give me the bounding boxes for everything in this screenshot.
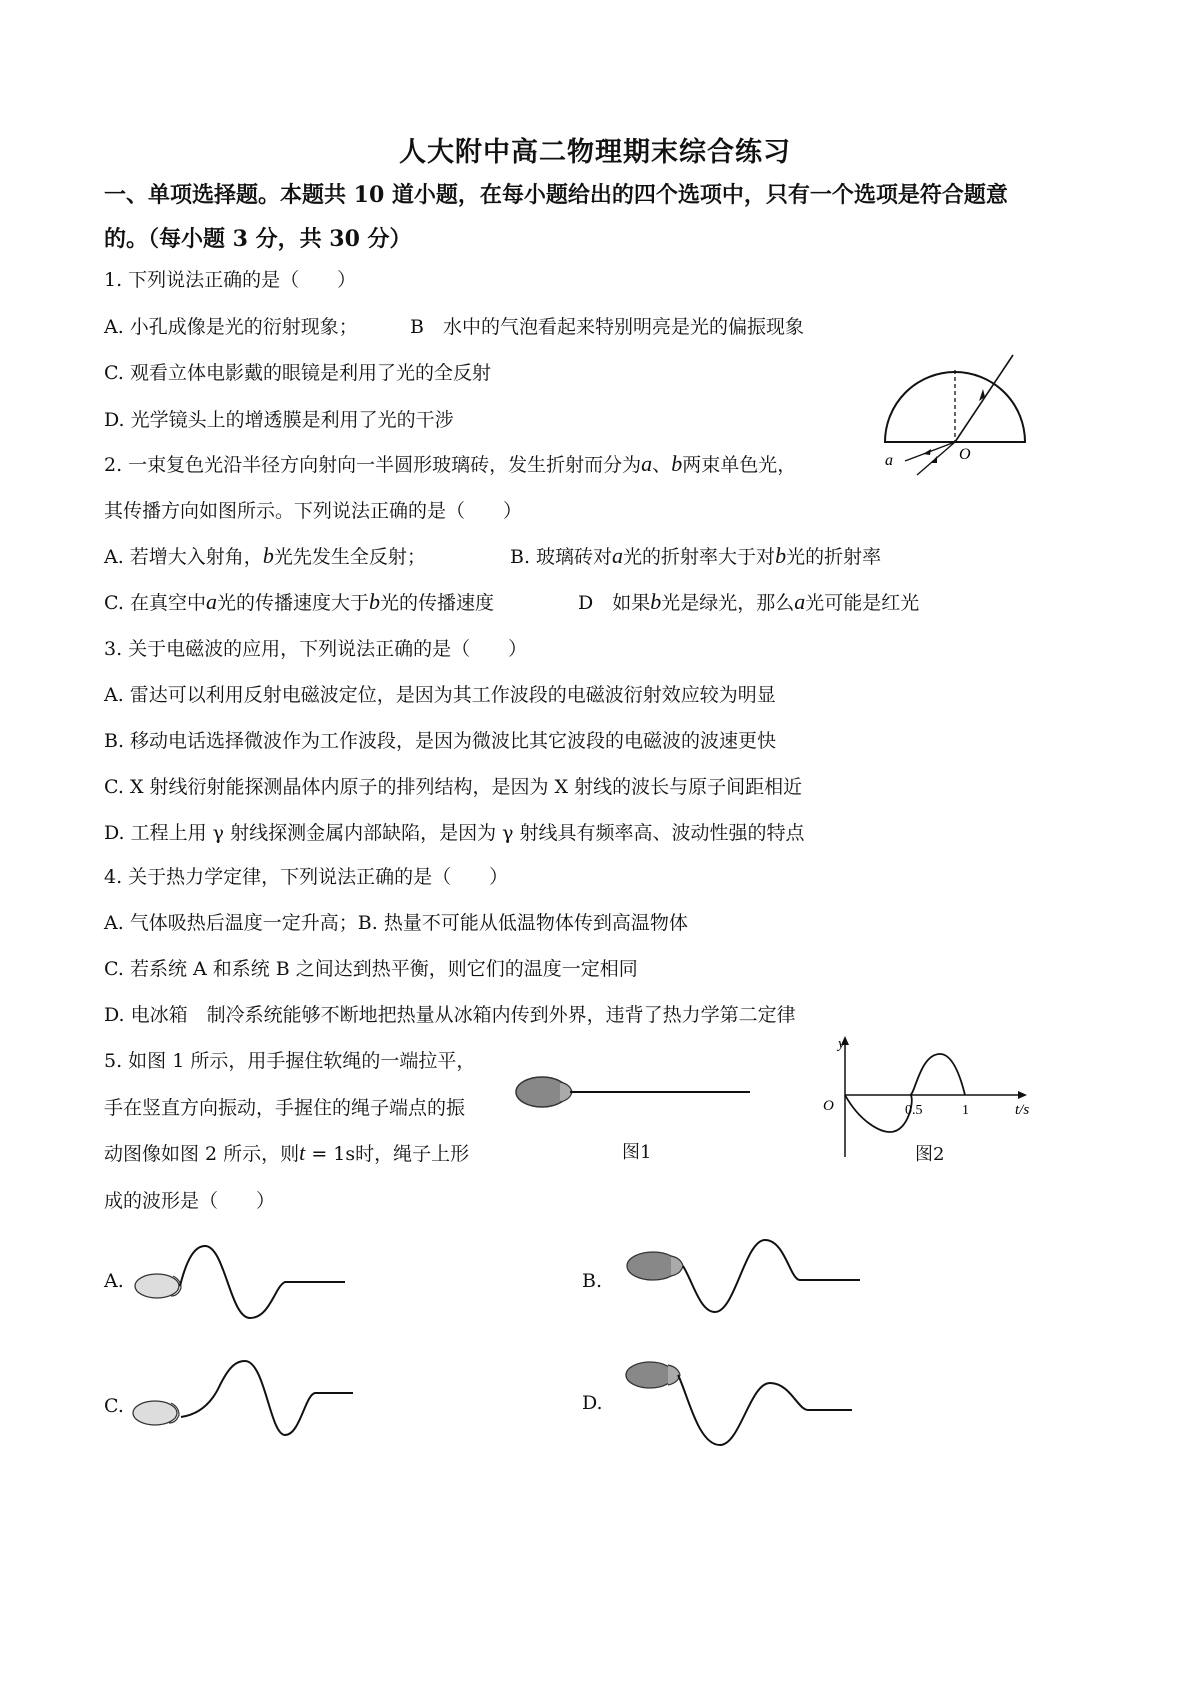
waveform-c <box>181 1361 353 1435</box>
hand-icon <box>626 1362 680 1388</box>
q2b-pre: B. 玻璃砖对 <box>510 546 613 568</box>
hand-icon <box>133 1401 179 1425</box>
var-a: a <box>794 589 806 614</box>
var-b: b <box>262 543 274 568</box>
q2a-post: 光先发生全反射； <box>273 546 426 568</box>
graph-t-label: t/s <box>1015 1102 1030 1118</box>
q2b-mid: 光的折射率大于对 <box>623 546 776 568</box>
q5-stem-line2: 手在竖直方向振动，手握住的绳子端点的振 <box>104 1097 466 1119</box>
page-title: 人大附中高二物理期末综合练习 <box>399 137 791 168</box>
label-o: O <box>959 446 971 463</box>
q2a-pre: A. 若增大入射角， <box>104 546 263 568</box>
graph-y-label: y <box>838 1036 845 1052</box>
incident-ray <box>955 355 1013 442</box>
waveform-a <box>180 1246 345 1318</box>
q2c-mid: 光的传播速度大于 <box>216 592 369 614</box>
ray-a-arrowhead <box>923 449 931 455</box>
figure2-caption: 图2 <box>915 1144 945 1165</box>
q2c-post: 光的传播速度 <box>379 592 494 614</box>
q5-stem-line1: 5. 如图 1 所示，用手握住软绳的一端拉平， <box>104 1050 476 1072</box>
var-a: a <box>641 451 653 476</box>
q1-stem: 1. 下列说法正确的是（ ） <box>104 269 357 291</box>
q5-option-b-label: B. <box>582 1270 603 1292</box>
hand-icon <box>135 1274 181 1298</box>
q5-line3-eq: = 1s <box>305 1143 356 1165</box>
q3-stem: 3. 关于电磁波的应用，下列说法正确的是（ ） <box>104 638 528 660</box>
q2c-pre: C. 在真空中 <box>104 592 206 614</box>
var-a: a <box>205 589 217 614</box>
q3-option-b: B. 移动电话选择微波作为工作波段，是因为微波比其它波段的电磁波的波速更快 <box>104 730 777 752</box>
q2-option-c <box>104 588 494 615</box>
q1-option-a: A. 小孔成像是光的衍射现象； <box>104 316 358 338</box>
var-b: b <box>368 589 380 614</box>
q5-option-c-waveform <box>125 1355 355 1455</box>
graph-origin-label: O <box>823 1098 834 1114</box>
q2-option-a <box>104 542 426 569</box>
q2-sep: 、 <box>652 454 672 476</box>
q3-option-c: C. X 射线衍射能探测晶体内原子的排列结构，是因为 X 射线的波长与原子间距相近 <box>104 776 803 798</box>
section-heading-line1: 一、单项选择题。本题共 10 道小题，在每小题给出的四个选项中，只有一个选项是符合题意 <box>104 182 1008 208</box>
ray-b-arrowhead <box>931 456 937 463</box>
q2d-post: 光可能是红光 <box>805 592 920 614</box>
q2-option-d <box>578 588 919 615</box>
q4-option-ab: A. 气体吸热后温度一定升高；B. 热量不可能从低温物体传到高温物体 <box>104 912 688 934</box>
graph-tick-one: 1 <box>962 1103 969 1118</box>
section-heading-line2: 的。（每小题 3 分，共 30 分） <box>104 226 412 252</box>
var-b: b <box>671 451 683 476</box>
q2d-pre: D 如果 <box>578 592 651 614</box>
q2-option-b <box>510 542 881 569</box>
q2-semicircle-figure <box>875 345 1035 485</box>
label-a: a <box>885 452 893 469</box>
q4-option-c: C. 若系统 A 和系统 B 之间达到热平衡，则它们的温度一定相同 <box>104 958 638 980</box>
q5-option-b-waveform <box>625 1232 865 1322</box>
q3-option-d: D. 工程上用 γ 射线探测金属内部缺陷，是因为 γ 射线具有频率高、波动性强的特点 <box>104 822 805 844</box>
q1-option-c: C. 观看立体电影戴的眼镜是利用了光的全反射 <box>104 362 491 384</box>
q5-option-a-label: A. <box>104 1270 124 1292</box>
figure1-caption: 图1 <box>622 1142 652 1163</box>
q2d-mid: 光是绿光，那么 <box>661 592 795 614</box>
q2-stem-line1 <box>104 450 796 477</box>
q1-option-d: D. 光学镜头上的增透膜是利用了光的干涉 <box>104 409 454 431</box>
q5-option-a-waveform <box>125 1238 355 1328</box>
q3-option-a: A. 雷达可以利用反射电磁波定位，是因为其工作波段的电磁波衍射效应较为明显 <box>104 684 776 706</box>
var-b: b <box>650 589 662 614</box>
q2b-post: 光的折射率 <box>786 546 882 568</box>
q2-stem-post: 两束单色光， <box>682 454 797 476</box>
hand-icon <box>627 1252 683 1280</box>
q2-stem-line2: 其传播方向如图所示。下列说法正确的是（ ） <box>104 500 523 522</box>
q5-option-d-waveform <box>620 1355 860 1455</box>
q5-stem-line4: 成的波形是（ ） <box>104 1190 276 1212</box>
q4-option-d: D. 电冰箱 制冷系统能够不断地把热量从冰箱内传到外界，违背了热力学第二定律 <box>104 1004 796 1026</box>
var-a: a <box>612 543 624 568</box>
hand-icon <box>516 1077 572 1107</box>
graph-tick-half: 0.5 <box>905 1103 923 1118</box>
waveform-d <box>678 1375 852 1445</box>
vibration-curve <box>845 1054 965 1132</box>
waveform-b <box>683 1240 860 1312</box>
q5-option-c-label: C. <box>104 1395 124 1417</box>
var-b: b <box>775 543 787 568</box>
q5-line3-pre: 动图像如图 2 所示，则 <box>104 1143 300 1165</box>
q5-line3-post: 时，绳子上形 <box>355 1143 470 1165</box>
var-t: t <box>299 1140 306 1165</box>
t-axis-arrow <box>1018 1091 1027 1099</box>
q5-stem-line3 <box>104 1139 469 1166</box>
q1-option-b: B 水中的气泡看起来特别明亮是光的偏振现象 <box>410 316 804 338</box>
q5-option-d-label: D. <box>582 1392 603 1414</box>
q5-figure1-hand-rope <box>512 1068 762 1118</box>
q4-stem: 4. 关于热力学定律，下列说法正确的是（ ） <box>104 866 509 888</box>
q2-stem-pre: 2. 一束复色光沿半径方向射向一半圆形玻璃砖，发生折射而分为 <box>104 454 642 476</box>
